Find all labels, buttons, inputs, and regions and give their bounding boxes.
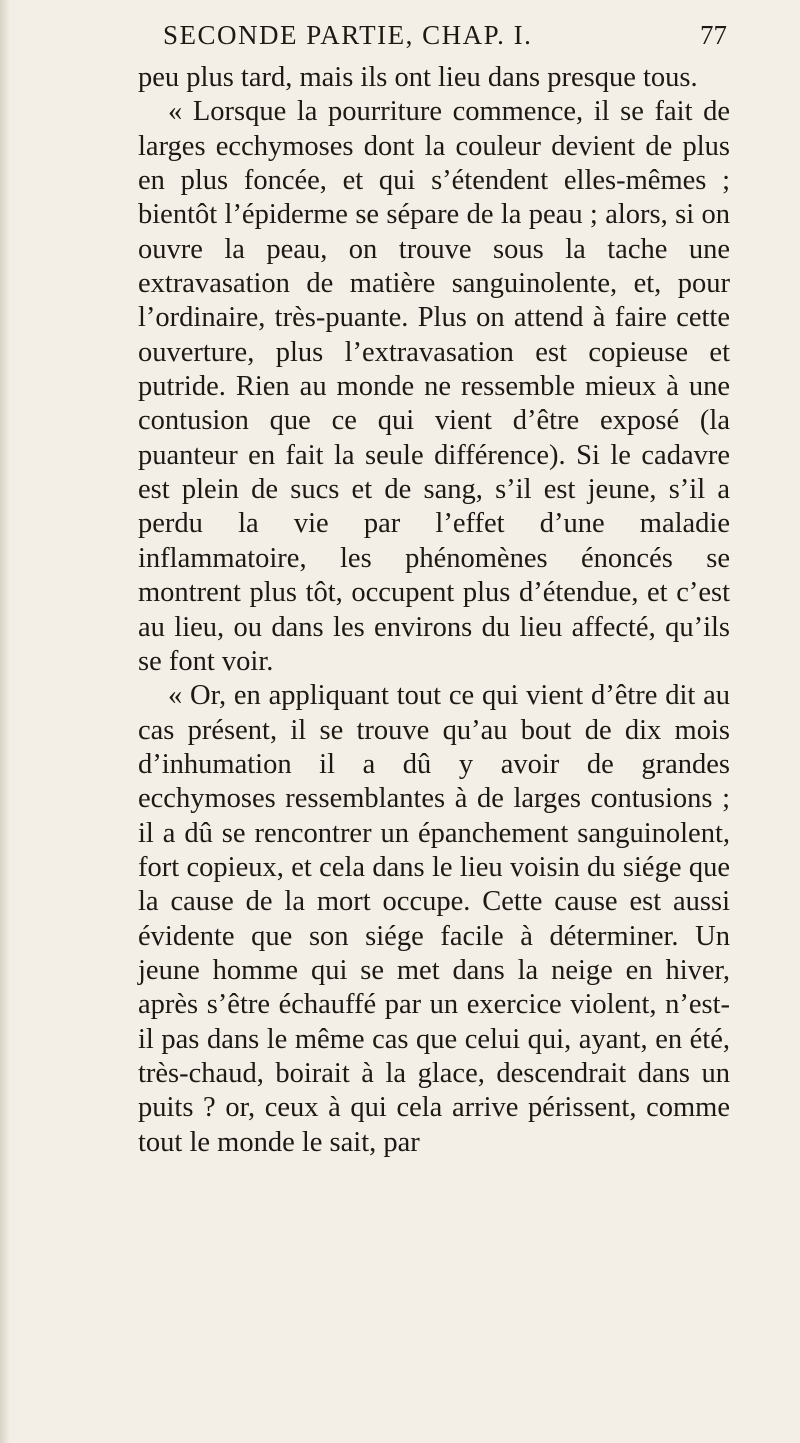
paragraph-1: peu plus tard, mais ils ont lieu dans presque tous. (138, 62, 698, 93)
paragraph-2: « Lorsque la pourriture commence, il se fait de larges ecchymoses dont la couleur devient de plus en plus foncée, et qui s’étendent elles-mêmes ; bientôt l’épiderme se sépare de la peau ; alors, si on ouvre la peau, on trouve sous la tache une extravasation de matière sanguinolente, et, pour l’ordinaire, très-puante. Plus on attend à faire cette ouverture, plus l’extravasation est copieuse et putride. Rien au monde ne ressemble mieux à une contusion que ce qui vient d’être exposé (la puanteur en fait la seule différence). Si le cadavre est plein de sucs et de sang, s’il est jeune, s’il a perdu la vie par l’effet d’une maladie inflammatoire, les phénomènes énoncés se montrent plus tôt, occupent plus d’étendue, et c’est au lieu, ou dans les environs du lieu affecté, qu’ils se font voir. (138, 96, 730, 677)
body-text (138, 61, 730, 1160)
running-head: SECONDE PARTIE, CHAP. I. (163, 20, 533, 50)
page-number: 77 (700, 20, 727, 50)
page-edge-shadow (0, 0, 10, 1443)
paragraph-3: « Or, en appliquant tout ce qui vient d’être dit au cas présent, il se trouve qu’au bout de dix mois d’inhumation il a dû y avoir de grandes ecchymoses ressemblantes à de larges contusions ; il a dû se rencontrer un épanchement sanguinolent, fort copieux, et cela dans le lieu voisin du siége que la cause de la mort occupe. Cette cause est aussi évidente que son siége facile à déterminer. Un jeune homme qui se met dans la neige en hiver, après s’être échauffé par un exercice violent, n’est-il pas dans le même cas que celui qui, ayant, en été, très-chaud, boirait à la glace, descendrait dans un puits ? or, ceux à qui cela arrive périssent, comme tout le monde le sait, par (138, 680, 730, 1158)
page-header (0, 18, 800, 58)
